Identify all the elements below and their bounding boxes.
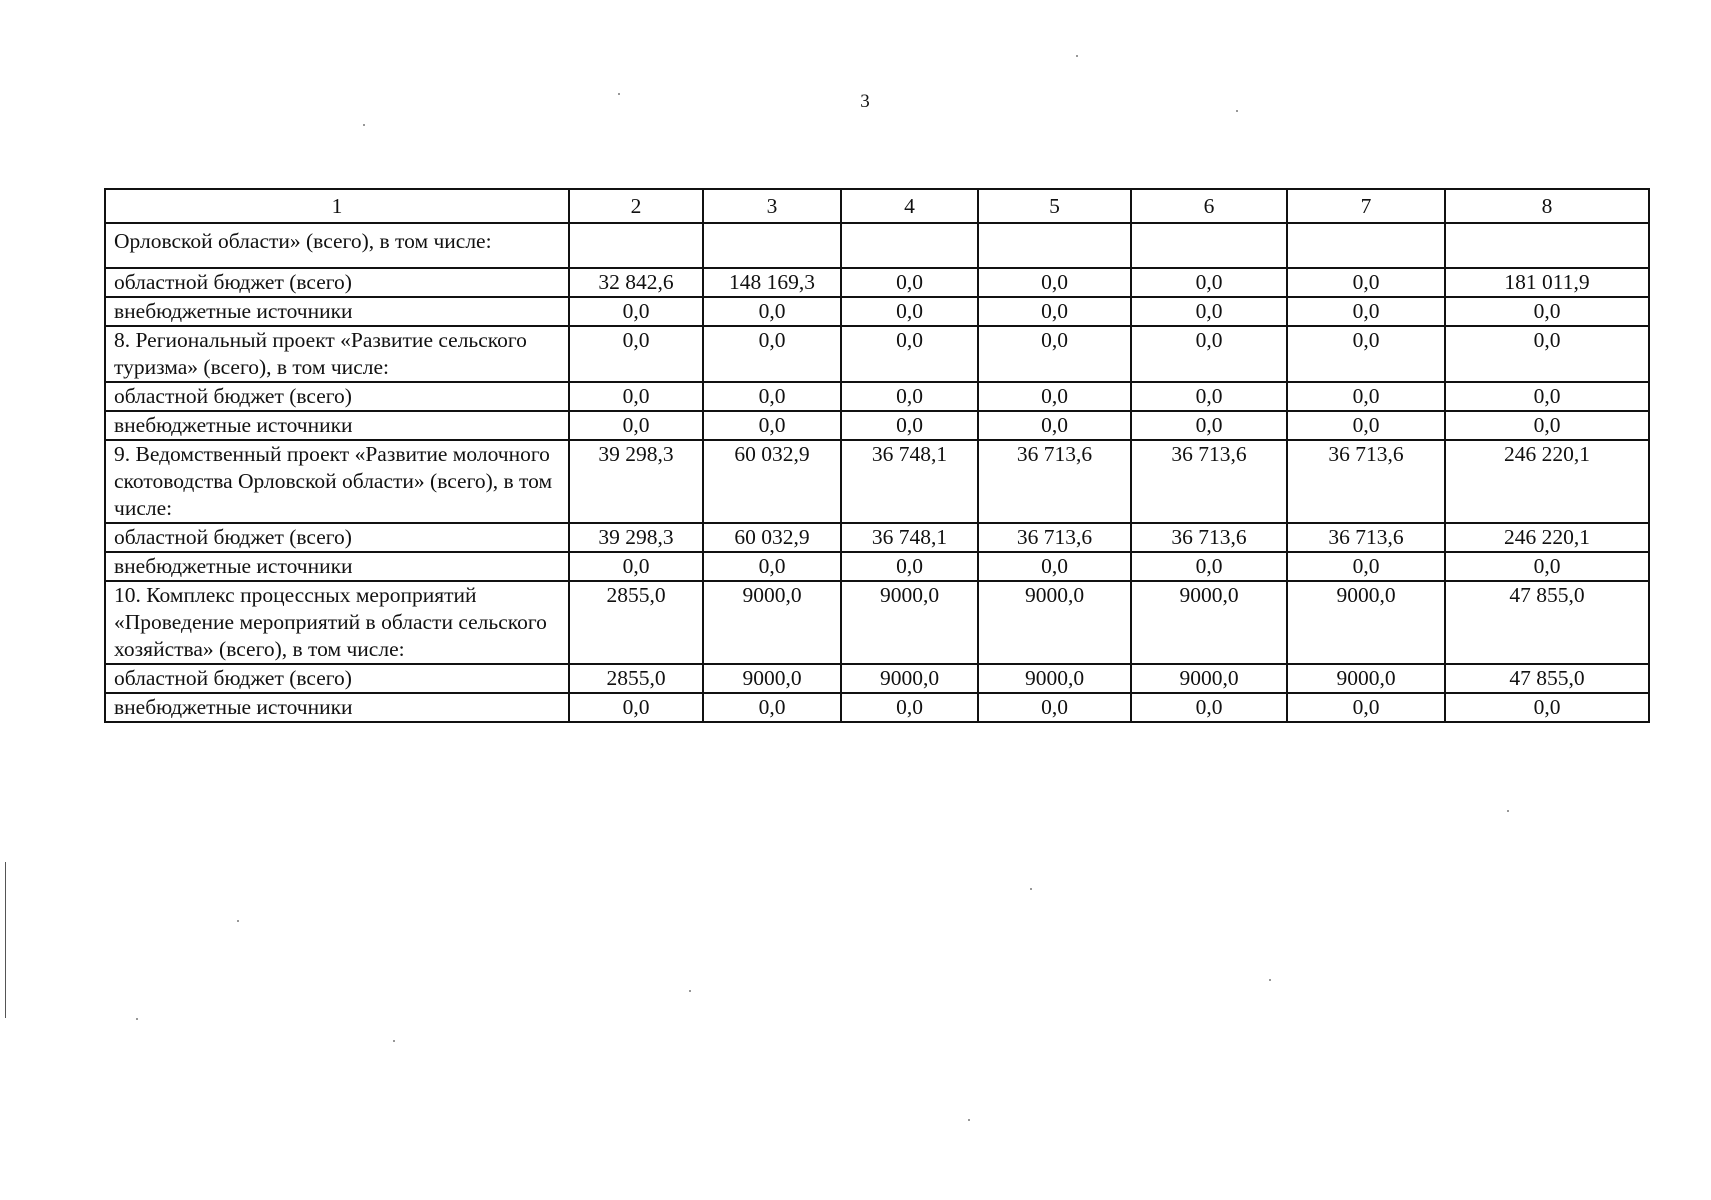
table-row xyxy=(105,411,1649,440)
cell-value: 2855,0 xyxy=(569,664,703,693)
table-row xyxy=(105,382,1649,411)
cell-value: 9000,0 xyxy=(841,581,978,664)
table-row xyxy=(105,297,1649,326)
cell-value: 0,0 xyxy=(569,382,703,411)
cell-value: 148 169,3 xyxy=(703,268,841,297)
cell-value: 0,0 xyxy=(1131,552,1287,581)
column-header: 5 xyxy=(978,189,1131,223)
row-label: внебюджетные источники xyxy=(105,411,569,440)
scan-speck xyxy=(1507,810,1509,812)
table-row xyxy=(105,664,1649,693)
cell-value: 0,0 xyxy=(1287,326,1445,382)
cell-value xyxy=(1445,223,1649,268)
cell-value xyxy=(978,223,1131,268)
table-header-row xyxy=(105,189,1649,223)
table-row xyxy=(105,552,1649,581)
scan-speck xyxy=(1269,979,1271,981)
cell-value: 0,0 xyxy=(1287,297,1445,326)
cell-value: 0,0 xyxy=(1131,411,1287,440)
cell-value: 39 298,3 xyxy=(569,440,703,523)
cell-value: 36 748,1 xyxy=(841,440,978,523)
table-row xyxy=(105,693,1649,722)
cell-value: 0,0 xyxy=(1287,382,1445,411)
cell-value: 0,0 xyxy=(1131,693,1287,722)
cell-value: 0,0 xyxy=(569,411,703,440)
cell-value: 0,0 xyxy=(841,552,978,581)
scan-speck xyxy=(1236,110,1238,112)
cell-value: 0,0 xyxy=(978,326,1131,382)
cell-value: 0,0 xyxy=(1287,552,1445,581)
row-label: Орловской области» (всего), в том числе: xyxy=(105,223,569,268)
cell-value: 0,0 xyxy=(1131,297,1287,326)
cell-value: 0,0 xyxy=(1131,382,1287,411)
cell-value: 9000,0 xyxy=(978,664,1131,693)
cell-value: 0,0 xyxy=(978,411,1131,440)
cell-value: 0,0 xyxy=(1287,693,1445,722)
cell-value: 0,0 xyxy=(1131,326,1287,382)
row-label: областной бюджет (всего) xyxy=(105,664,569,693)
cell-value xyxy=(703,223,841,268)
cell-value: 0,0 xyxy=(569,326,703,382)
cell-value: 36 713,6 xyxy=(1287,440,1445,523)
cell-value: 0,0 xyxy=(841,382,978,411)
cell-value: 36 713,6 xyxy=(1287,523,1445,552)
cell-value: 0,0 xyxy=(978,382,1131,411)
cell-value: 47 855,0 xyxy=(1445,581,1649,664)
cell-value: 0,0 xyxy=(978,268,1131,297)
cell-value: 9000,0 xyxy=(1131,581,1287,664)
scan-speck xyxy=(237,920,239,922)
row-label: внебюджетные источники xyxy=(105,693,569,722)
cell-value: 0,0 xyxy=(703,382,841,411)
cell-value: 39 298,3 xyxy=(569,523,703,552)
cell-value: 0,0 xyxy=(978,552,1131,581)
budget-table xyxy=(104,188,1650,723)
page-number: 3 xyxy=(860,91,870,112)
cell-value: 0,0 xyxy=(1445,693,1649,722)
row-label: областной бюджет (всего) xyxy=(105,268,569,297)
cell-value: 32 842,6 xyxy=(569,268,703,297)
cell-value: 9000,0 xyxy=(703,581,841,664)
row-label: 10. Комплекс процессных мероприятий «Проведение мероприятий в области сельского хозяйства» (всего), в том числе: xyxy=(105,581,569,664)
cell-value: 9000,0 xyxy=(1287,581,1445,664)
table-row xyxy=(105,440,1649,523)
cell-value: 0,0 xyxy=(703,411,841,440)
table-row xyxy=(105,223,1649,268)
row-label: 8. Региональный проект «Развитие сельского туризма» (всего), в том числе: xyxy=(105,326,569,382)
cell-value: 246 220,1 xyxy=(1445,523,1649,552)
scan-speck xyxy=(393,1040,395,1042)
cell-value: 0,0 xyxy=(1445,411,1649,440)
cell-value: 9000,0 xyxy=(1287,664,1445,693)
cell-value: 0,0 xyxy=(841,693,978,722)
cell-value: 0,0 xyxy=(703,297,841,326)
column-header: 2 xyxy=(569,189,703,223)
cell-value: 0,0 xyxy=(1131,268,1287,297)
scan-speck xyxy=(136,1018,138,1020)
scan-speck xyxy=(1030,888,1032,890)
cell-value: 9000,0 xyxy=(841,664,978,693)
column-header: 3 xyxy=(703,189,841,223)
scan-speck xyxy=(968,1119,970,1121)
column-header: 1 xyxy=(105,189,569,223)
cell-value: 2855,0 xyxy=(569,581,703,664)
cell-value: 246 220,1 xyxy=(1445,440,1649,523)
cell-value xyxy=(841,223,978,268)
cell-value xyxy=(1287,223,1445,268)
table-row xyxy=(105,326,1649,382)
scan-speck xyxy=(1076,55,1078,57)
scan-edge-mark xyxy=(5,862,6,1018)
cell-value: 36 713,6 xyxy=(978,440,1131,523)
cell-value: 0,0 xyxy=(1445,297,1649,326)
cell-value: 0,0 xyxy=(703,326,841,382)
cell-value: 0,0 xyxy=(841,411,978,440)
column-header: 7 xyxy=(1287,189,1445,223)
cell-value: 60 032,9 xyxy=(703,440,841,523)
cell-value: 0,0 xyxy=(703,693,841,722)
scan-speck xyxy=(689,990,691,992)
cell-value: 0,0 xyxy=(841,297,978,326)
table-row xyxy=(105,268,1649,297)
cell-value: 0,0 xyxy=(703,552,841,581)
cell-value: 0,0 xyxy=(569,693,703,722)
table-row xyxy=(105,523,1649,552)
cell-value: 47 855,0 xyxy=(1445,664,1649,693)
cell-value: 0,0 xyxy=(841,268,978,297)
cell-value: 0,0 xyxy=(1287,268,1445,297)
cell-value: 36 713,6 xyxy=(1131,440,1287,523)
column-header: 6 xyxy=(1131,189,1287,223)
cell-value xyxy=(569,223,703,268)
cell-value: 0,0 xyxy=(1445,552,1649,581)
cell-value: 0,0 xyxy=(1445,382,1649,411)
table-row xyxy=(105,581,1649,664)
row-label: внебюджетные источники xyxy=(105,297,569,326)
scan-speck xyxy=(363,124,365,126)
cell-value: 36 713,6 xyxy=(1131,523,1287,552)
row-label: областной бюджет (всего) xyxy=(105,523,569,552)
cell-value: 0,0 xyxy=(978,297,1131,326)
row-label: 9. Ведомственный проект «Развитие молочного скотоводства Орловской области» (всего), в том числе: xyxy=(105,440,569,523)
cell-value: 0,0 xyxy=(1287,411,1445,440)
row-label: внебюджетные источники xyxy=(105,552,569,581)
cell-value: 0,0 xyxy=(978,693,1131,722)
cell-value: 0,0 xyxy=(841,326,978,382)
column-header: 4 xyxy=(841,189,978,223)
cell-value: 9000,0 xyxy=(978,581,1131,664)
cell-value: 60 032,9 xyxy=(703,523,841,552)
cell-value: 36 748,1 xyxy=(841,523,978,552)
cell-value: 36 713,6 xyxy=(978,523,1131,552)
cell-value: 0,0 xyxy=(569,297,703,326)
cell-value: 181 011,9 xyxy=(1445,268,1649,297)
row-label: областной бюджет (всего) xyxy=(105,382,569,411)
scan-speck xyxy=(618,93,620,95)
cell-value: 0,0 xyxy=(1445,326,1649,382)
cell-value xyxy=(1131,223,1287,268)
cell-value: 0,0 xyxy=(569,552,703,581)
cell-value: 9000,0 xyxy=(703,664,841,693)
column-header: 8 xyxy=(1445,189,1649,223)
cell-value: 9000,0 xyxy=(1131,664,1287,693)
